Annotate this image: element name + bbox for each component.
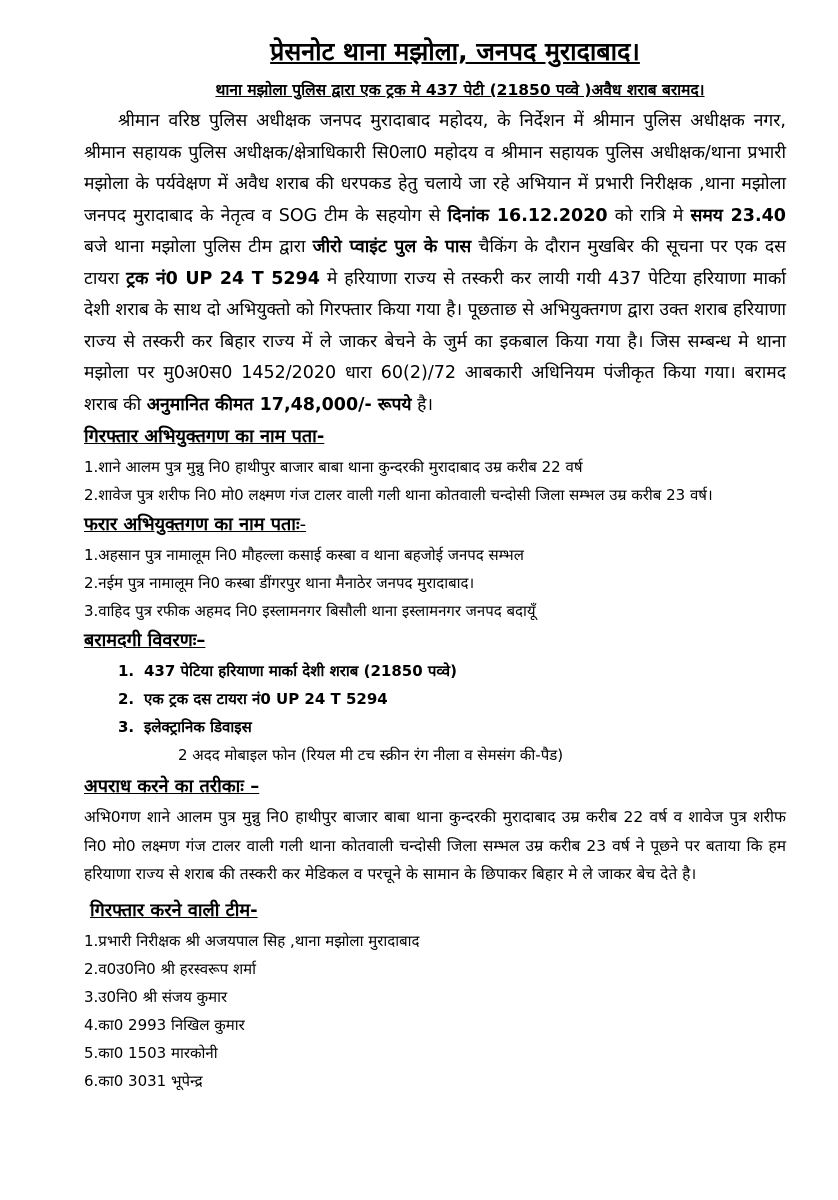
recovery-heading: बरामदगी विवरणः– bbox=[84, 630, 206, 651]
team-member: 1.प्रभारी निरीक्षक श्री अजयपाल सिह ,थाना मझोला मुरादाबाद bbox=[84, 931, 420, 950]
intro-date: दिनांक 16.12.2020 bbox=[447, 205, 608, 226]
intro-paragraph bbox=[84, 106, 786, 421]
recovery-item-text: इलेक्ट्रानिक डिवाइस bbox=[144, 718, 252, 736]
team-member: 2.व0उ0नि0 श्री हरस्वरूप शर्मा bbox=[84, 959, 257, 978]
intro-truck: ट्रक नं0 UP 24 T 5294 bbox=[126, 268, 320, 289]
intro-text-1: श्रीमान वरिष्ठ पुलिस अधीक्षक जनपद मुरादाबाद महोदय, के निर्देशन में श्रीमान पुलिस अधीक्षक नगर, श्रीमान सहायक पुलिस अधीक्षक/क्षेत्राधिकारी सि0ला0 महोदय व श्रीमान सहायक पुलिस अधीक्षक/थाना प्रभारी मझोला के पर्यवेक्षण में अवैध शराब की धरपकड हेतु चलाये जा रहे अभियान में प्रभारी निरीक्षक ,थाना मझोला जनपद मुरादाबाद के नेतृत्व व SOG टीम के सहयोग से bbox=[84, 111, 786, 226]
recovery-item bbox=[118, 657, 786, 685]
intro-text-3: बजे थाना मझोला पुलिस टीम द्वारा bbox=[84, 237, 313, 257]
absconding-accused-1: 1.अहसान पुत्र नामालूम नि0 मौहल्ला कसाई कस्बा व थाना बहजोई जनपद सम्भल bbox=[84, 546, 524, 564]
team-member: 3.उ0नि0 श्री संजय कुमार bbox=[84, 987, 228, 1006]
recovery-item-detail: 2 अदद मोबाइल फोन (रियल मी टच स्क्रीन रंग नीला व सेमसंग की-पैड) bbox=[178, 746, 564, 764]
absconding-heading-text: फरार अभियुक्तगण का नाम पताः bbox=[84, 514, 300, 535]
intro-text-2: को रात्रि मे bbox=[607, 205, 691, 226]
team-heading: गिरफ्तार करने वाली टीम- bbox=[90, 899, 258, 921]
recovery-list bbox=[84, 657, 786, 769]
arrested-heading: गिरफ्तार अभियुक्तगण का नाम पता- bbox=[84, 426, 325, 447]
intro-place: जीरो प्वाइंट पुल के पास bbox=[312, 237, 472, 257]
recovery-item bbox=[118, 685, 786, 713]
recovery-item-text: 437 पेटिया हरियाणा मार्का देशी शराब (21850 पव्वे) bbox=[144, 662, 457, 680]
recovery-item-text: एक ट्रक दस टायरा नं0 UP 24 T 5294 bbox=[144, 690, 388, 708]
team-member: 4.का0 2993 निखिल कुमार bbox=[84, 1015, 245, 1034]
recovery-item bbox=[118, 713, 786, 741]
arrested-accused-2: 2.शावेज पुत्र शरीफ नि0 मो0 लक्ष्मण गंज टालर वाली गली थाना कोतवाली चन्दोसी जिला सम्भल उम्र करीब 23 वर्ष। bbox=[84, 486, 713, 504]
recovery-item-number: 3. bbox=[118, 718, 135, 736]
recovery-item-number: 1. bbox=[118, 662, 135, 680]
absconding-accused-2: 2.नईम पुत्र नामालूम नि0 कस्बा डींगरपुर थाना मैनाठेर जनपद मुरादाबाद। bbox=[84, 574, 475, 592]
absconding-heading-tail: - bbox=[299, 514, 307, 535]
intro-text-6: है। bbox=[411, 394, 434, 415]
team-member: 5.का0 1503 मारकोनी bbox=[84, 1043, 218, 1062]
intro-time: समय 23.40 bbox=[690, 205, 786, 226]
recovery-item-number: 2. bbox=[118, 690, 135, 708]
intro-value: अनुमानित कीमत 17,48,000/- रूपये bbox=[146, 394, 412, 415]
intro-text-5: मे हरियाणा राज्य से तस्करी कर लायी गयी 437 पेटिया हरियाणा मार्का देशी शराब के साथ दो अभियुक्तो को गिरफ्तार किया गया है। पूछताछ से अभियुक्तगण द्वारा उक्त शराब हरियाणा राज्य से तस्करी कर बिहार राज्य में ले जाकर बेचने के जुर्म का इकबाल किया गया है। जिस सम्बन्ध मे थाना मझोला पर मु0अ0स0 1452/2020 धारा 60(2)/72 आबकारी अधिनियम पंजीकृत किया गया। बरामद शराब की bbox=[84, 268, 786, 415]
team-member: 6.का0 3031 भूपेन्द्र bbox=[84, 1071, 203, 1090]
method-heading: अपराध करने का तरीकाः – bbox=[84, 776, 260, 797]
page-title: प्रेसनोट थाना मझोला, जनपद मुरादाबाद। bbox=[270, 37, 640, 66]
arrested-accused-1: 1.शाने आलम पुत्र मुन्नु नि0 हाथीपुर बाजार बाबा थाना कुन्दरकी मुरादाबाद उम्र करीब 22 वर्ष bbox=[84, 458, 583, 476]
absconding-heading bbox=[84, 511, 786, 539]
page-subtitle: थाना मझोला पुलिस द्वारा एक ट्रक मे 437 पेटी (21850 पव्वे )अवैध शराब बरामद। bbox=[215, 81, 705, 99]
absconding-accused-3: 3.वाहिद पुत्र रफीक अहमद नि0 इस्लामनगर बिसौली थाना इस्लामनगर जनपद बदायूँ bbox=[84, 602, 536, 620]
intro-text-4: चैकिंग के दौरान मुखबिर की सूचना पर एक दस टायरा bbox=[84, 237, 786, 289]
method-paragraph: अभि0गण शाने आलम पुत्र मुन्नु नि0 हाथीपुर बाजार बाबा थाना कुन्दरकी मुरादाबाद उम्र करीब 22 वर्ष व शावेज पुत्र शरीफ नि0 मो0 लक्ष्मण गंज टालर वाली गली थाना कोतवाली चन्दोसी जिला सम्भल उम्र करीब 23 वर्ष ने पूछने पर बताया कि हम हरियाणा राज्य से शराब की तस्करी कर मेडिकल व परचूने के सामान के छिपाकर बिहार मे ले जाकर बेच देते है। bbox=[84, 808, 786, 883]
